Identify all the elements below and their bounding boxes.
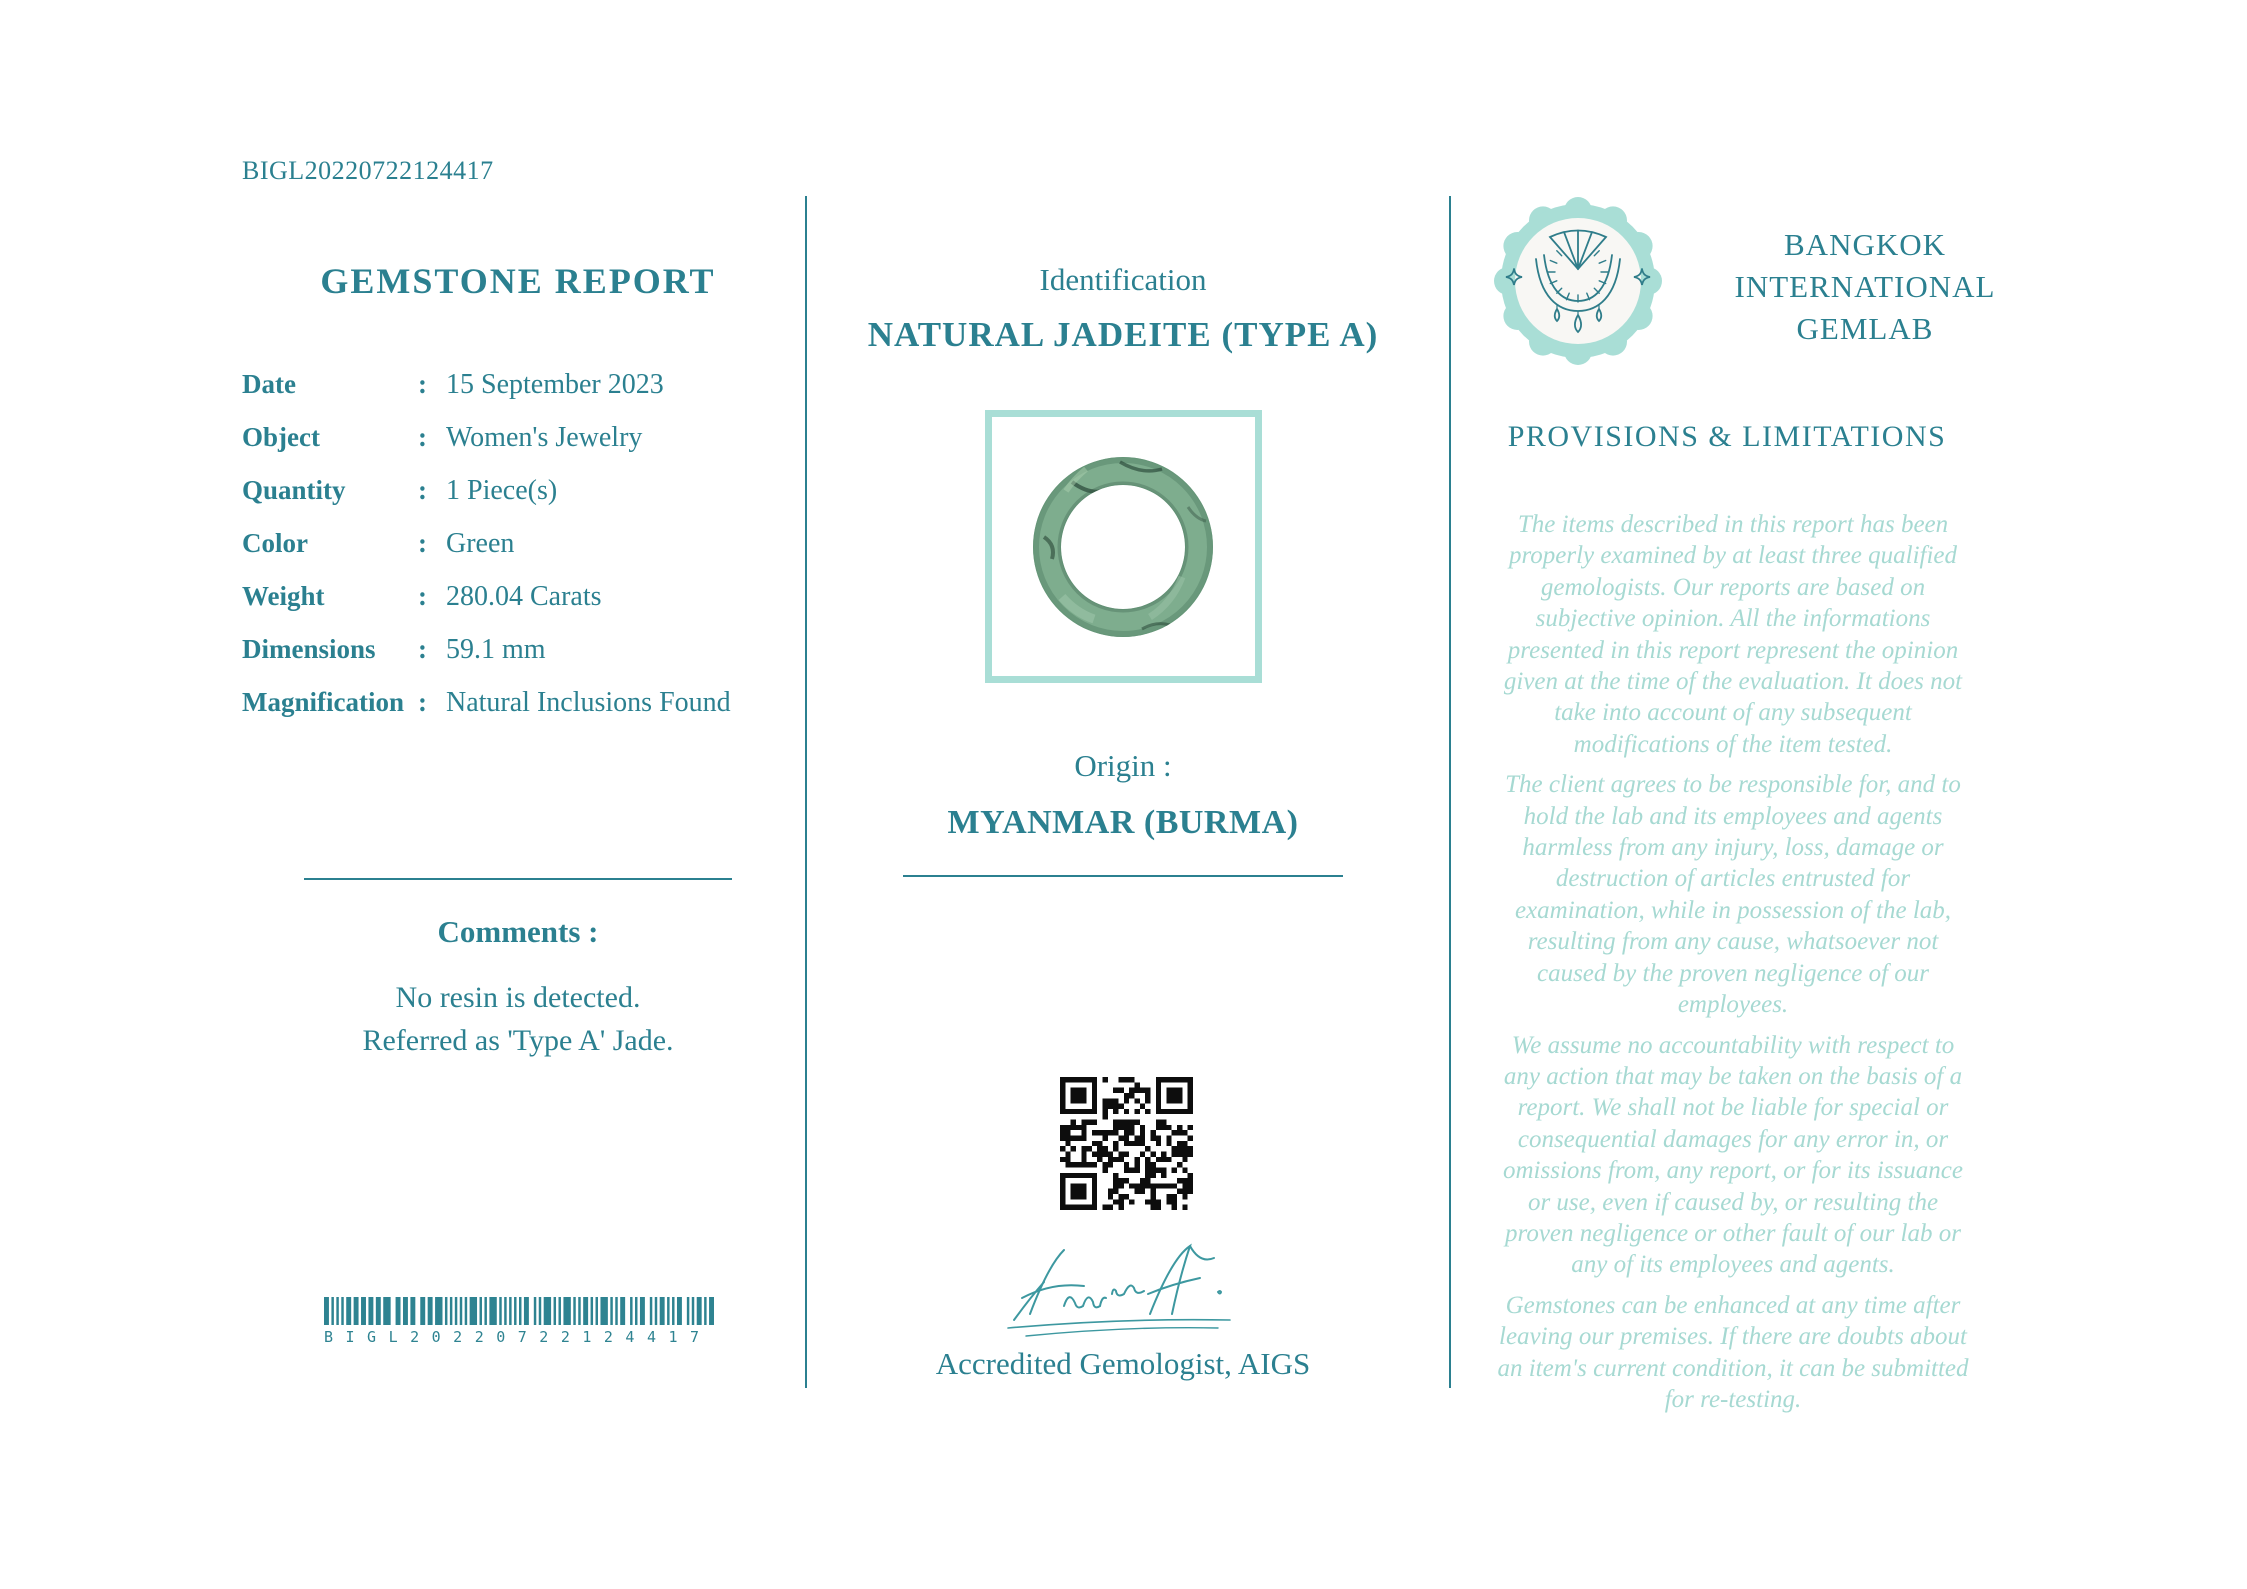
page-title: GEMSTONE REPORT (320, 261, 716, 301)
identification-value: NATURAL JADEITE (TYPE A) (867, 315, 1379, 354)
detail-value: 1 Piece(s) (446, 475, 558, 506)
report-number: BIGL20220722124417 (242, 156, 494, 185)
detail-colon: : (418, 634, 427, 664)
detail-value: Women's Jewelry (446, 422, 643, 453)
comments-body (242, 976, 794, 1062)
signature-strokes (1000, 1236, 1248, 1338)
provisions-paragraph: The client agrees to be responsible for, and to hold the lab and its employees and agents harmless from any injury, loss, damage or destruction of articles entrusted for examination, while in possession of the lab, resulting from any cause, whatsoever not caused by the proven negligence of our employees. (1505, 771, 1961, 1019)
origin-divider (903, 875, 1343, 877)
lab-name (1660, 224, 2070, 350)
lab-name-line: INTERNATIONAL (1734, 269, 1996, 304)
origin-value: MYANMAR (BURMA) (947, 804, 1299, 841)
photo-frame (985, 410, 1262, 683)
detail-colon: : (418, 528, 427, 558)
qr-code-icon (1060, 1077, 1193, 1210)
identification-label: Identification (1039, 262, 1207, 297)
credential-line: Accredited Gemologist, AIGS (935, 1346, 1311, 1381)
column-divider-left (805, 196, 807, 1388)
detail-value: Green (446, 528, 515, 559)
provisions-heading: PROVISIONS & LIMITATIONS (1507, 420, 1947, 453)
detail-value: 59.1 mm (446, 634, 546, 665)
lab-logo-badge-icon (1494, 197, 1662, 365)
provisions-text (1497, 509, 1969, 1424)
detail-value: Natural Inclusions Found (446, 687, 731, 718)
barcode-text: BIGL20220722124417 (324, 1328, 712, 1346)
signature-autograph (1000, 1236, 1248, 1338)
detail-value: 15 September 2023 (446, 369, 664, 400)
table-row (242, 419, 802, 472)
comments-heading: Comments : (437, 914, 599, 949)
table-row (242, 631, 802, 684)
jade-bangle-photo (992, 417, 1255, 676)
detail-label: Dimensions (242, 634, 376, 664)
detail-label: Magnification (242, 687, 404, 717)
comment-line: No resin is detected. (395, 981, 641, 1014)
comments-divider (304, 878, 732, 880)
column-divider-right (1449, 196, 1451, 1388)
detail-colon: : (418, 369, 427, 399)
detail-label: Weight (242, 581, 325, 611)
detail-label: Quantity (242, 475, 346, 505)
barcode (324, 1297, 714, 1325)
provisions-paragraph: We assume no accountability with respect to any action that may be taken on the basis of a report. We shall not be liable for special or consequential damages for any error in, or omissions from, any report, or for its issuance or use, even if caused by, or resulting the proven negligence or other fault of our lab or any of its employees and agents. (1503, 1031, 1963, 1279)
origin-label: Origin : (1074, 748, 1172, 783)
detail-colon: : (418, 687, 427, 717)
barcode-icon (324, 1297, 714, 1330)
table-row (242, 684, 802, 737)
detail-colon: : (418, 475, 427, 505)
provisions-paragraph: Gemstones can be enhanced at any time after leaving our premises. If there are doubts about an item's current condition, it can be submitted for re-testing. (1497, 1291, 1969, 1413)
detail-label: Object (242, 422, 320, 452)
detail-colon: : (418, 581, 427, 611)
lab-name-line: BANGKOK (1784, 227, 1946, 262)
table-row (242, 578, 802, 631)
detail-value: 280.04 Carats (446, 581, 602, 612)
provisions-paragraph: The items described in this report has been properly examined by at least three qualified gemologists. Our reports are based on subjective opinion. All the informations presented in this report represent the opinion given at the time of the evaluation. It does not take into account of any subsequent modifications of the item tested. (1503, 511, 1963, 758)
details-table (242, 366, 802, 737)
lab-name-line: GEMLAB (1796, 311, 1934, 346)
table-row (242, 366, 802, 419)
detail-label: Color (242, 528, 308, 558)
table-row (242, 525, 802, 578)
detail-label: Date (242, 369, 296, 399)
table-row (242, 472, 802, 525)
comment-line: Referred as 'Type A' Jade. (362, 1024, 674, 1057)
detail-colon: : (418, 422, 427, 452)
